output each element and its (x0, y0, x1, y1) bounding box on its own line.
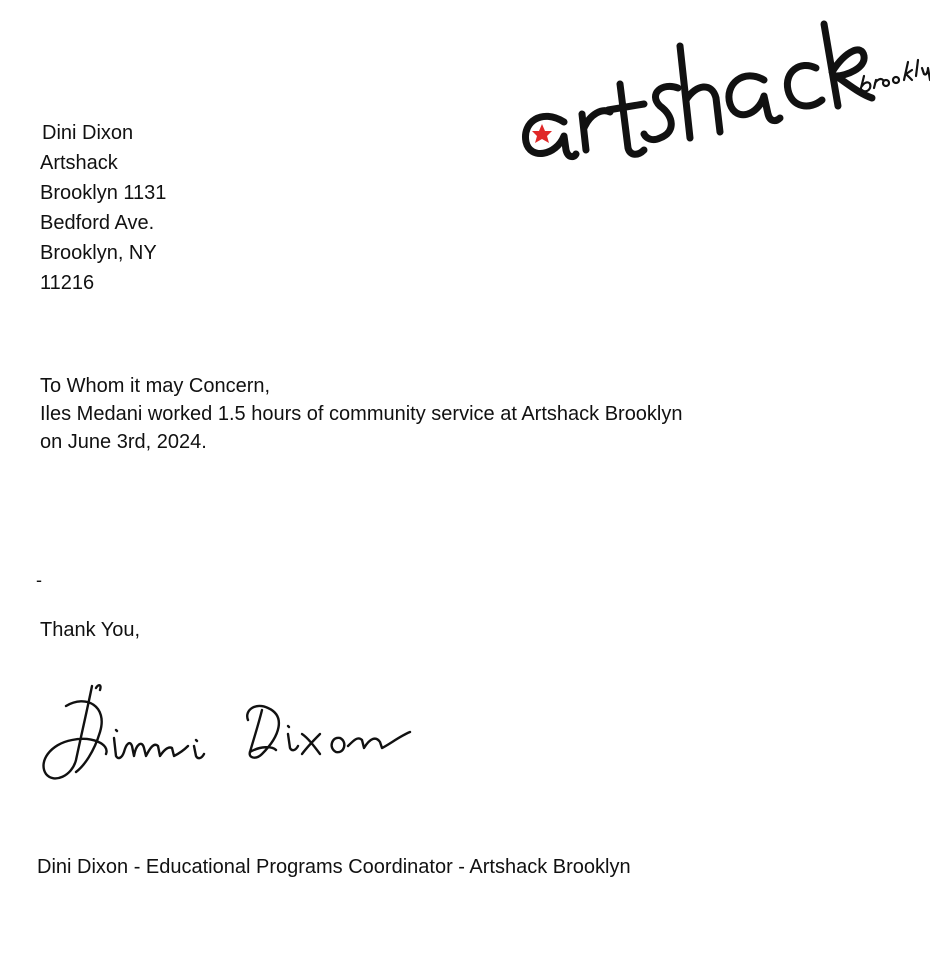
sender-name: Dini Dixon (42, 122, 134, 144)
closing: Thank You, (40, 619, 141, 641)
body-text-line-2: on June 3rd, 2024. (40, 431, 207, 453)
artshack-logo (512, 10, 930, 170)
sender-organization: Artshack (40, 152, 118, 174)
handwritten-signature (36, 676, 426, 788)
sender-address-line-2: Bedford Ave. (40, 212, 155, 234)
body-text-line-1: Iles Medani worked 1.5 hours of community service at Artshack Brooklyn (40, 403, 683, 425)
sender-city-state: Brooklyn, NY (40, 242, 157, 264)
separator-dash: - (36, 570, 42, 590)
letter-body (40, 372, 760, 456)
signature-footer: Dini Dixon - Educational Programs Coordinator - Artshack Brooklyn (37, 856, 631, 878)
sender-address (40, 118, 166, 298)
sender-address-line-1: Brooklyn 1131 (40, 182, 167, 204)
greeting: To Whom it may Concern, (40, 375, 271, 397)
sender-zip: 11216 (40, 272, 95, 294)
